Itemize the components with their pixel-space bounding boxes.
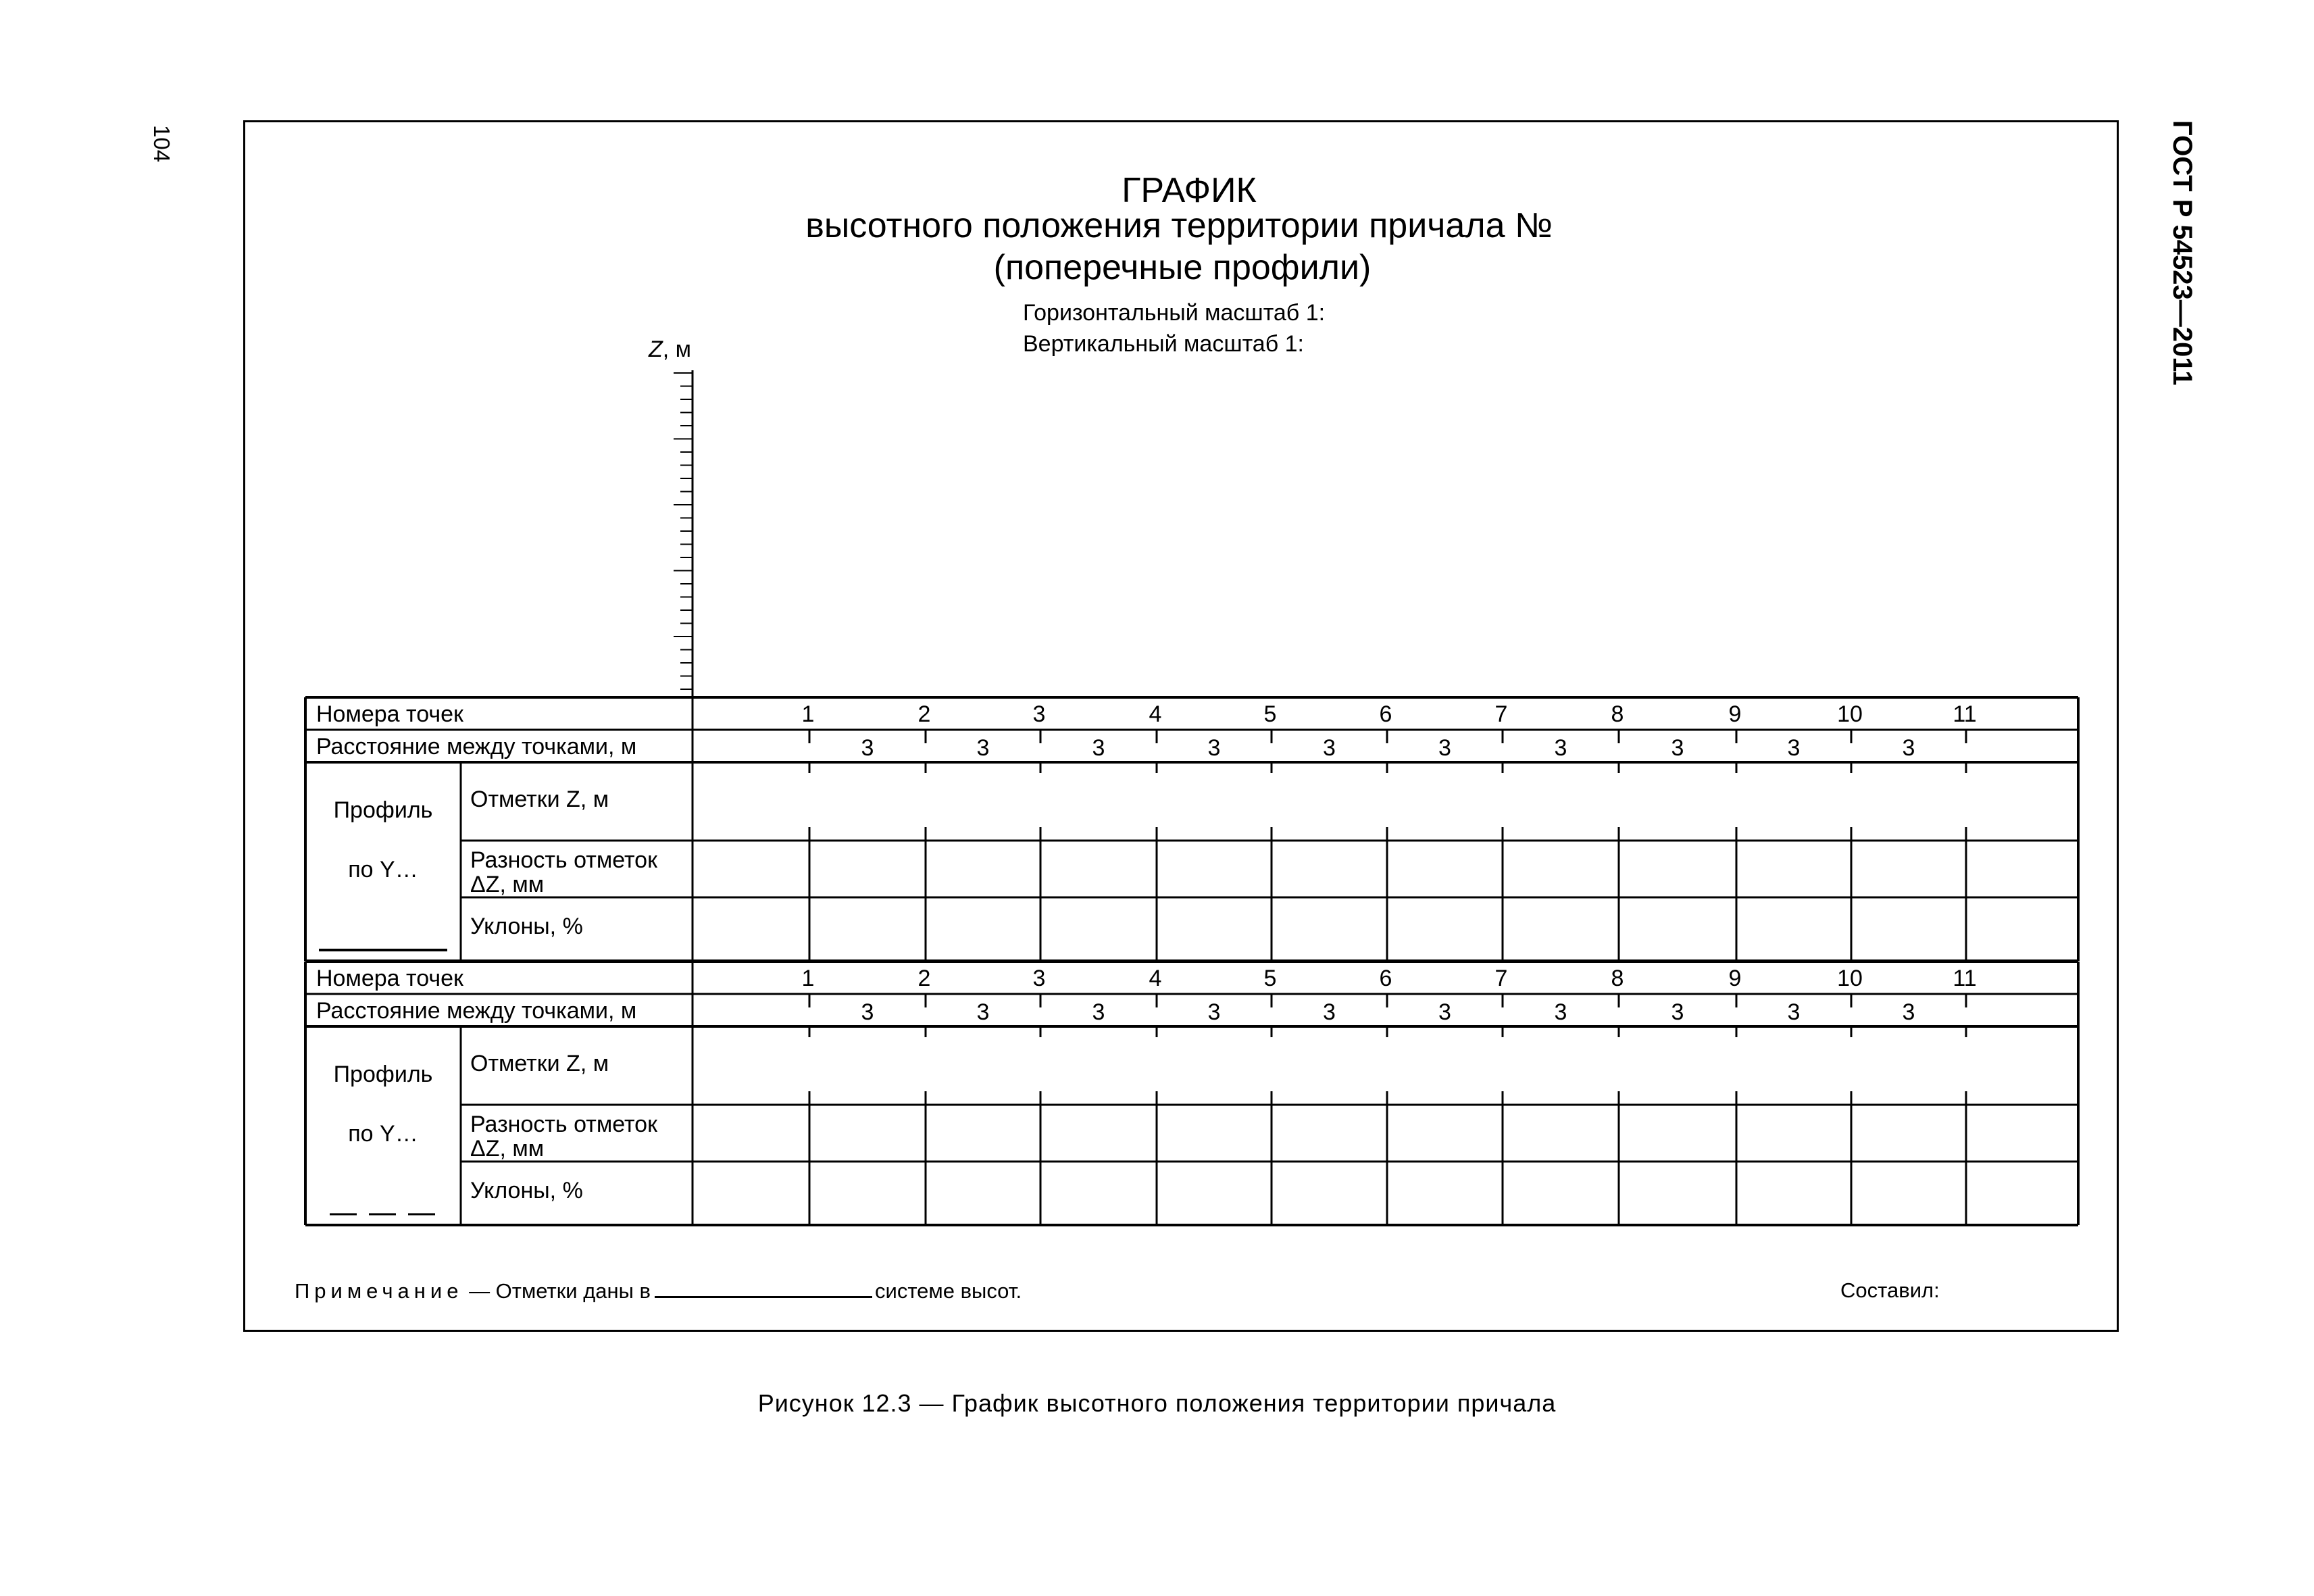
distance-value: 3 (1092, 999, 1105, 1025)
chart-title: ГРАФИК (1122, 171, 1257, 210)
note-text-before: — Отметки даны в (469, 1279, 651, 1303)
compiled-by-label: Составил: (1840, 1278, 1940, 1302)
row-label-points: Номера точек (316, 701, 463, 727)
point-number: 11 (1953, 966, 1977, 991)
row-label-slopes: Уклоны, % (470, 1178, 583, 1203)
chart-subtitle-profiles: (поперечные профили) (993, 248, 1372, 287)
point-number: 10 (1837, 966, 1863, 991)
profile-label: Профиль (333, 797, 433, 823)
profile-label: Профиль (333, 1062, 433, 1087)
point-number: 1 (801, 701, 815, 727)
point-number: 4 (1149, 701, 1162, 727)
distance-value: 3 (1207, 735, 1221, 761)
distance-value: 3 (976, 999, 990, 1025)
distance-value: 3 (1554, 999, 1567, 1025)
note-lead: Примечание (295, 1279, 463, 1303)
row-label-diff: Разность отметок (470, 847, 657, 873)
note (295, 1278, 1022, 1303)
horizontal-scale-label: Горизонтальный масштаб 1: (1023, 300, 1326, 326)
distance-value: 3 (1671, 999, 1684, 1025)
point-number: 4 (1149, 966, 1162, 991)
distance-value: 3 (1554, 735, 1567, 761)
point-number: 9 (1728, 701, 1742, 727)
standard-code: ГОСТ Р 54523—2011 (2167, 120, 2197, 386)
point-number: 3 (1032, 966, 1046, 991)
chart-subtitle: высотного положения территории причала № (805, 206, 1553, 245)
point-number: 6 (1379, 701, 1392, 727)
distance-value: 3 (861, 999, 874, 1025)
vertical-scale-label: Вертикальный масштаб 1: (1023, 331, 1304, 357)
point-number: 3 (1032, 701, 1046, 727)
point-number: 2 (917, 966, 931, 991)
distance-value: 3 (1323, 999, 1336, 1025)
distance-value: 3 (861, 735, 874, 761)
z-axis-label: Z, м (649, 336, 692, 362)
row-label-diff-unit: ΔZ, мм (470, 872, 545, 897)
point-number: 11 (1953, 701, 1977, 727)
distance-value: 3 (1092, 735, 1105, 761)
point-number: 7 (1494, 966, 1508, 991)
point-number: 6 (1379, 966, 1392, 991)
distance-value: 3 (1671, 735, 1684, 761)
point-number: 8 (1611, 701, 1624, 727)
point-number: 2 (917, 701, 931, 727)
point-number: 10 (1837, 701, 1863, 727)
profile-axis-label: по Y… (348, 857, 418, 882)
distance-value: 3 (1787, 735, 1801, 761)
note-text-after: системе высот. (875, 1279, 1022, 1303)
point-number: 8 (1611, 966, 1624, 991)
row-label-marks: Отметки Z, м (470, 787, 609, 812)
row-label-marks: Отметки Z, м (470, 1051, 609, 1076)
distance-value: 3 (1438, 735, 1451, 761)
row-label-points: Номера точек (316, 966, 463, 991)
distance-value: 3 (976, 735, 990, 761)
distance-value: 3 (1902, 735, 1915, 761)
point-number: 1 (801, 966, 815, 991)
point-number: 5 (1263, 701, 1277, 727)
profile-axis-label: по Y… (348, 1121, 418, 1147)
page-number: 104 (149, 125, 174, 163)
row-label-slopes: Уклоны, % (470, 914, 583, 939)
distance-value: 3 (1787, 999, 1801, 1025)
height-system-blank[interactable] (655, 1278, 872, 1298)
row-label-distance: Расстояние между точками, м (316, 734, 637, 759)
distance-value: 3 (1207, 999, 1221, 1025)
row-label-distance: Расстояние между точками, м (316, 998, 637, 1024)
distance-value: 3 (1323, 735, 1336, 761)
point-number: 9 (1728, 966, 1742, 991)
row-label-diff-unit: ΔZ, мм (470, 1136, 545, 1162)
point-number: 5 (1263, 966, 1277, 991)
point-number: 7 (1494, 701, 1508, 727)
distance-value: 3 (1438, 999, 1451, 1025)
figure-caption: Рисунок 12.3 — График высотного положения территории причала (757, 1389, 1557, 1417)
distance-value: 3 (1902, 999, 1915, 1025)
row-label-diff: Разность отметок (470, 1112, 657, 1137)
